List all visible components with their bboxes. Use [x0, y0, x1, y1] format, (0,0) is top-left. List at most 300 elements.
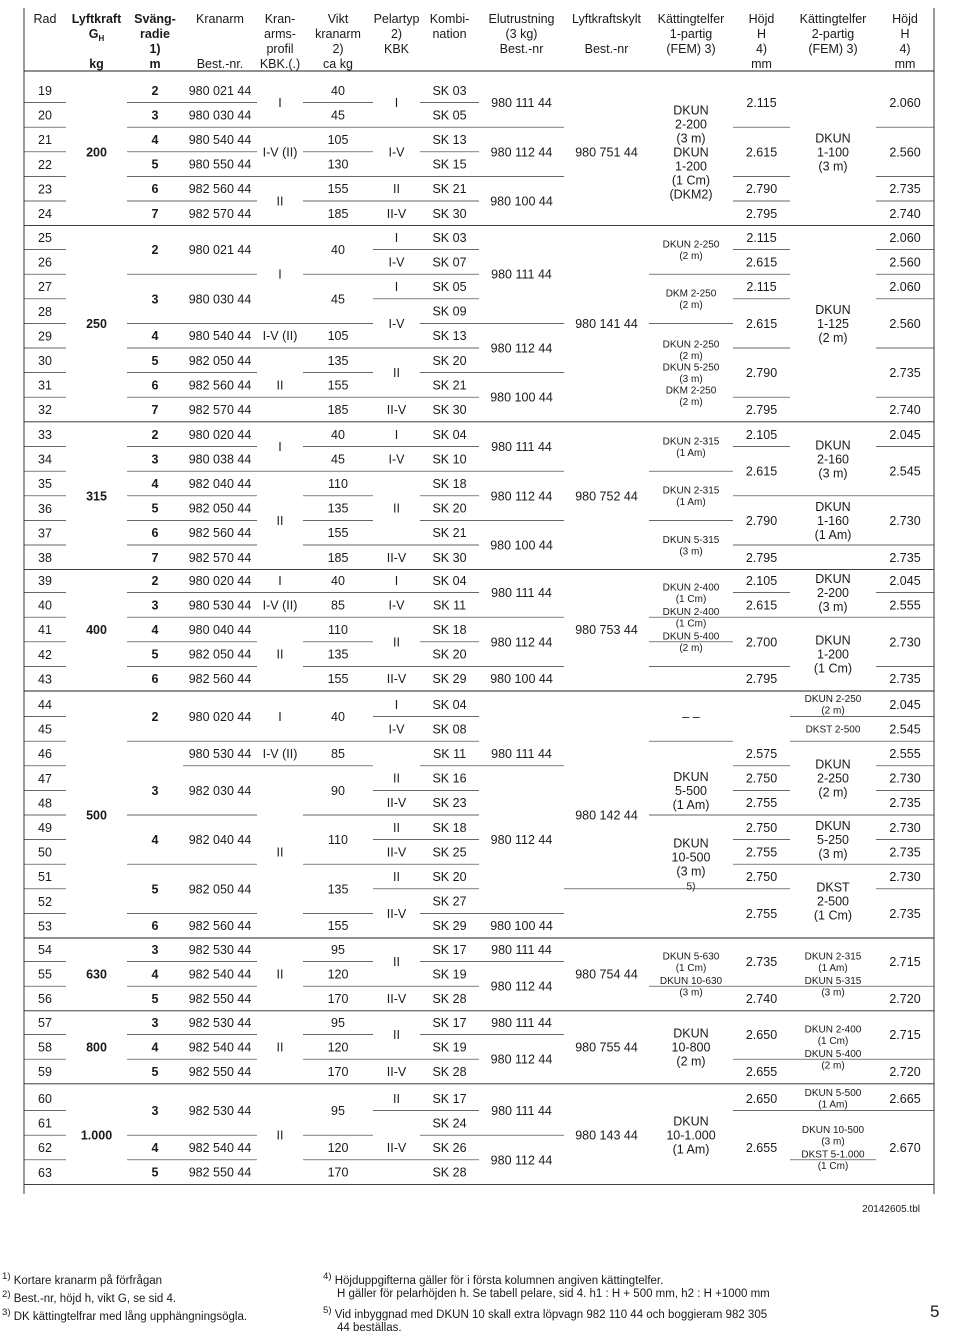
cell-pillar: II-V: [386, 906, 407, 921]
cell-height1: 2.755: [745, 845, 778, 860]
cell-combination: SK 15: [432, 157, 467, 172]
row-number: 25: [38, 231, 52, 245]
cell-height2: 2.045: [889, 573, 921, 588]
header-capacity-line: kg: [89, 57, 104, 71]
cell-hoist2: DKUN: [815, 131, 851, 146]
row-number: 43: [38, 672, 52, 687]
cell-height1: 2.750: [745, 820, 778, 835]
cell-combination: SK 13: [432, 133, 467, 147]
row-number: 44: [38, 698, 52, 712]
cell-height2: 2.060: [889, 96, 921, 111]
cell-combination: SK 07: [432, 255, 467, 270]
cell-hoist1: 10-800: [671, 1040, 711, 1055]
header-pillar-line: 2): [390, 27, 403, 41]
cell-hoist1: DKUN: [673, 769, 709, 784]
cell-hoist1: DKM 2-250: [665, 385, 717, 397]
cell-hoist2: (2 m): [821, 1060, 845, 1072]
cell-combination: SK 18: [432, 623, 467, 637]
cell-hoist1: DKUN 10-630: [659, 976, 723, 988]
row-number: 59: [38, 1065, 52, 1080]
cell-hoist1: (1 Cm): [671, 173, 711, 188]
cell-hoist2: (3 m): [821, 987, 845, 999]
cell-radius: 5: [151, 157, 159, 172]
cell-electrical: 980 111 44: [491, 942, 552, 957]
cell-hoist2: DKUN 5-400: [804, 1049, 862, 1061]
cell-hoist2: (1 Cm): [813, 908, 853, 923]
cell-hoist2: (2 m): [821, 705, 845, 717]
cell-radius: 3: [151, 292, 159, 307]
cell-combination: SK 17: [432, 1091, 467, 1106]
cell-arm-nr: 980 530 44: [188, 598, 252, 613]
cell-height1: 2.615: [745, 255, 778, 270]
footnote-5-cont: 44 beställas.: [337, 1321, 402, 1334]
cell-height1: 2.655: [745, 1141, 778, 1155]
cell-arm-nr: 982 530 44: [188, 1104, 252, 1119]
cell-hoist2: 2-500: [817, 894, 849, 909]
cell-hoist1: (1 Am): [672, 797, 710, 812]
cell-weight: 155: [327, 526, 349, 541]
cell-weight: 155: [327, 182, 349, 197]
cell-radius: 6: [151, 919, 159, 934]
table-group: [24, 1016, 934, 1084]
cell-combination: SK 20: [432, 870, 467, 884]
cell-combination: SK 16: [432, 771, 467, 786]
cell-profile: I: [278, 96, 282, 111]
cell-height1: 2.755: [745, 796, 778, 811]
cell-combination: SK 04: [432, 697, 467, 712]
cell-hoist1: 5-500: [675, 783, 707, 798]
cell-hoist2: (3 m): [818, 466, 848, 481]
row-number: 47: [38, 771, 52, 786]
cell-arm-nr: 980 030 44: [188, 292, 252, 307]
row-number: 63: [38, 1165, 52, 1180]
cell-height2: 2.720: [889, 992, 921, 1006]
cell-sign: 980 143 44: [575, 1128, 638, 1143]
cell-profile: II: [276, 967, 284, 982]
cell-hoist2: (2 m): [818, 330, 848, 345]
row-number: 20: [38, 108, 52, 123]
footnote-3: $^{3)}$ DK kättingtelfrar med lång upphängningsögla.: [2, 1306, 248, 1323]
cell-pillar: II: [393, 501, 400, 516]
cell-pillar: II: [393, 1028, 400, 1043]
cell-profile: I: [278, 440, 282, 455]
cell-arm-nr: 980 020 44: [188, 710, 252, 725]
header-electrical-line: Elutrustning: [488, 12, 555, 26]
cell-height1: 2.115: [746, 230, 777, 245]
row-number: 53: [38, 919, 52, 934]
cell-weight: 40: [331, 710, 345, 725]
cell-height2: 2.735: [889, 906, 921, 921]
cell-weight: 130: [327, 157, 349, 172]
cell-arm-nr: 980 550 44: [188, 157, 252, 172]
cell-pillar: I-V: [388, 722, 405, 737]
row-number: 27: [38, 280, 52, 295]
cell-hoist1: – –: [682, 710, 700, 725]
cell-arm-nr: 980 021 44: [188, 83, 252, 98]
cell-height2: 2.735: [889, 366, 921, 381]
cell-capacity: 250: [86, 316, 107, 331]
cell-pillar: I: [394, 230, 399, 245]
header-weight-line: ca kg: [323, 57, 353, 71]
header-profile-line: profil: [266, 42, 294, 56]
cell-hoist1: 10-1.000: [666, 1128, 716, 1143]
cell-radius: 4: [151, 623, 159, 637]
header-pillar-line: Pelartyp: [373, 12, 420, 26]
cell-height2: 2.560: [889, 145, 921, 160]
cell-electrical: 980 112 44: [490, 833, 553, 848]
cell-height2: 2.730: [889, 870, 921, 884]
cell-height1: 2.740: [745, 992, 778, 1006]
cell-combination: SK 17: [432, 1015, 467, 1030]
cell-hoist2: 2-160: [817, 452, 849, 467]
cell-hoist2: 1-160: [817, 513, 849, 528]
cell-radius: 4: [151, 833, 159, 848]
cell-combination: SK 20: [432, 353, 467, 368]
row-number: 34: [38, 452, 52, 467]
cell-weight: 95: [331, 942, 345, 957]
cell-hoist2: DKST: [816, 880, 850, 895]
cell-pillar: II-V: [386, 672, 407, 687]
cell-weight: 185: [327, 206, 349, 221]
cell-radius: 6: [151, 378, 159, 393]
cell-sign: 980 751 44: [575, 145, 638, 160]
cell-combination: SK 05: [432, 108, 467, 123]
cell-electrical: 980 100 44: [490, 672, 553, 687]
header-capacity-line: Lyftkraft: [71, 12, 122, 26]
cell-hoist2: DKUN 2-315: [804, 951, 862, 963]
cell-arm-nr: 980 038 44: [188, 452, 252, 467]
cell-pillar: II-V: [386, 992, 407, 1006]
cell-radius: 6: [151, 672, 159, 687]
cell-combination: SK 04: [432, 573, 467, 588]
cell-hoist2: DKUN 5-500: [804, 1088, 862, 1100]
cell-arm-nr: 982 050 44: [188, 647, 252, 662]
cell-combination: SK 30: [432, 550, 467, 565]
cell-pillar: I-V: [388, 316, 405, 331]
header-profile-line: arms-: [264, 27, 296, 41]
cell-hoist2: DKUN 5-315: [804, 976, 862, 988]
cell-height2: 2.735: [889, 672, 921, 687]
cell-arm-nr: 980 540 44: [188, 133, 252, 147]
cell-height2: 2.720: [889, 1065, 921, 1079]
cell-height1: 2.650: [745, 1028, 778, 1043]
cell-pillar: II-V: [386, 206, 407, 221]
cell-arm-nr: 982 530 44: [188, 1015, 252, 1030]
cell-arm-nr: 982 570 44: [188, 206, 252, 221]
cell-height2: 2.735: [889, 796, 921, 811]
cell-weight: 45: [331, 452, 345, 467]
cell-profile: II: [276, 378, 284, 393]
header-profile-line: KBK.(.): [259, 57, 301, 71]
cell-arm-nr: 980 020 44: [188, 573, 252, 588]
table-group: [24, 231, 934, 422]
cell-height2: 2.735: [889, 845, 921, 860]
cell-height1: 2.795: [745, 403, 778, 417]
cell-capacity: 400: [86, 623, 107, 637]
cell-profile: II: [276, 1040, 284, 1055]
cell-arm-nr: 980 020 44: [188, 427, 252, 442]
cell-capacity: 500: [86, 808, 107, 823]
cell-radius: 7: [151, 550, 159, 565]
row-number: 45: [38, 722, 52, 737]
table-group: [24, 943, 934, 1011]
cell-height1: 2.615: [745, 598, 778, 613]
cell-height1: 2.735: [745, 955, 778, 970]
cell-pillar: II-V: [386, 796, 407, 811]
cell-combination: SK 03: [432, 83, 467, 98]
cell-weight: 135: [327, 501, 349, 516]
cell-hoist2: 1-200: [817, 647, 849, 662]
cell-height2: 2.730: [889, 771, 921, 786]
footnote-2: $^{2)}$ Best.-nr, höjd h, vikt G, se sid 4.: [2, 1288, 177, 1305]
cell-height1: 2.105: [745, 573, 778, 588]
row-number: 51: [38, 870, 52, 885]
cell-hoist2: (2 m): [818, 785, 848, 800]
cell-height2: 2.555: [889, 598, 921, 613]
cell-hoist2: DKUN: [815, 572, 851, 587]
row-number: 30: [38, 354, 52, 368]
cell-height1: 2.700: [745, 635, 778, 650]
header-hoist2-line: Kättingtelfer: [799, 12, 867, 26]
row-number: 50: [38, 845, 52, 860]
cell-combination: SK 28: [432, 1165, 467, 1180]
cell-hoist1: (2 m): [679, 350, 703, 362]
cell-weight: 110: [328, 833, 348, 848]
header-height2-line: 4): [899, 42, 911, 56]
cell-arm-nr: 982 570 44: [188, 403, 252, 417]
cell-radius: 4: [151, 1040, 159, 1055]
row-number: 61: [38, 1116, 52, 1131]
row-number: 42: [38, 647, 52, 662]
cell-radius: 3: [151, 108, 159, 123]
cell-hoist1: DKUN 2-400: [662, 582, 720, 594]
footnotes-right: [323, 1270, 770, 1335]
cell-hoist2: DKST 5-1.000: [801, 1149, 865, 1161]
cell-capacity: 630: [86, 967, 107, 982]
cell-profile: II: [276, 1128, 284, 1143]
row-number: 39: [38, 574, 52, 588]
cell-hoist1: 10-500: [671, 850, 711, 865]
table-group: [24, 694, 934, 938]
row-number: 33: [38, 428, 52, 442]
cell-height1: 2.655: [745, 1065, 778, 1079]
cell-height1: 2.615: [745, 145, 778, 160]
cell-height1: 2.615: [745, 316, 778, 331]
cell-pillar: II: [393, 955, 400, 970]
cell-combination: SK 08: [432, 722, 467, 737]
cell-electrical: 980 100 44: [490, 194, 553, 209]
cell-height1: 2.115: [746, 96, 777, 111]
cell-hoist1: (2 m): [679, 300, 703, 312]
row-number: 58: [38, 1040, 52, 1055]
cell-electrical: 980 111 44: [491, 586, 552, 601]
row-number: 23: [38, 182, 52, 197]
footnote-4: $^{4)}$ Höjduppgifterna gäller för i första kolumnen angiven kättingtelfer.: [323, 1271, 664, 1287]
cell-hoist1: (3 m): [679, 987, 703, 999]
footnote-5: $^{5)}$ Vid inbyggnad med DKUN 10 skall extra löpvagn 982 110 44 och boggieram 982 305: [323, 1304, 768, 1321]
header-radius-line: Sväng-: [134, 12, 176, 26]
cell-weight: 155: [327, 378, 349, 393]
cell-height2: 2.045: [889, 697, 921, 712]
cell-sign: 980 754 44: [575, 967, 638, 982]
cell-radius: 3: [151, 598, 159, 613]
cell-electrical: 980 111 44: [491, 1104, 552, 1119]
cell-combination: SK 03: [432, 230, 467, 245]
cell-profile: I-V (II): [262, 747, 298, 761]
cell-pillar: I-V: [388, 145, 405, 160]
cell-hoist1: DKUN 5-315: [662, 534, 720, 546]
cell-radius: 5: [151, 882, 159, 897]
cell-hoist1: (3 m): [679, 373, 703, 385]
cell-arm-nr: 982 560 44: [188, 378, 252, 393]
cell-arm-nr: 982 560 44: [188, 672, 252, 687]
cell-arm-nr: 980 021 44: [188, 243, 252, 258]
cell-pillar: II-V: [386, 1141, 407, 1155]
cell-combination: SK 30: [432, 403, 467, 417]
cell-hoist1: DKUN 2-315: [662, 485, 720, 497]
cell-hoist1: (1 Am): [676, 447, 706, 459]
cell-radius: 2: [151, 710, 159, 725]
cell-hoist2: DKST 2-500: [805, 724, 861, 736]
cell-electrical: 980 112 44: [490, 341, 553, 356]
header-hoist2-line: (FEM) 3): [808, 42, 858, 56]
cell-pillar: II-V: [386, 550, 407, 565]
cell-radius: 3: [151, 783, 159, 798]
header-arm-nr-line: Kranarm: [196, 12, 244, 26]
cell-sign: 980 752 44: [575, 489, 638, 504]
cell-hoist1: DKUN 5-400: [662, 631, 720, 643]
cell-weight: 40: [331, 243, 345, 258]
cell-height1: 2.790: [745, 513, 778, 528]
cell-electrical: 980 112 44: [490, 979, 553, 994]
cell-weight: 85: [331, 747, 345, 761]
cell-combination: SK 18: [432, 820, 467, 835]
cell-hoist2: DKUN: [815, 757, 851, 772]
cell-radius: 3: [151, 1104, 159, 1119]
cell-arm-nr: 980 530 44: [188, 747, 252, 761]
cell-height2: 2.740: [889, 206, 921, 221]
cell-height2: 2.060: [889, 280, 921, 294]
header-height2-line: Höjd: [892, 12, 918, 26]
cell-combination: SK 18: [432, 477, 467, 491]
cell-hoist2: (1 Cm): [817, 1161, 849, 1173]
cell-electrical: 980 111 44: [491, 267, 552, 282]
cell-hoist2: 2-200: [817, 586, 849, 601]
cell-hoist2: 1-100: [817, 145, 849, 160]
header-weight-line: Vikt: [327, 12, 349, 26]
header-radius-line: 1): [149, 42, 161, 56]
cell-electrical: 980 111 44: [491, 1015, 552, 1030]
header-height2-line: mm: [894, 57, 916, 71]
cell-height1: 2.795: [745, 550, 778, 565]
header-height1-line: H: [756, 27, 767, 41]
row-number: 35: [38, 477, 52, 492]
cell-sign: 980 142 44: [575, 808, 638, 823]
cell-weight: 120: [327, 1141, 349, 1155]
cell-height2: 2.715: [889, 955, 921, 970]
cell-radius: 7: [151, 206, 159, 221]
cell-height2: 2.735: [889, 182, 921, 197]
cell-hoist2: (3 m): [818, 600, 848, 615]
cell-hoist2: DKUN 10-500: [801, 1125, 865, 1137]
cell-weight: 185: [327, 550, 349, 565]
cell-height2: 2.545: [889, 464, 921, 479]
cell-hoist2: DKUN: [815, 302, 851, 317]
page-number: 5: [930, 1302, 940, 1321]
cell-pillar: II: [393, 870, 400, 884]
cell-hoist2: DKUN: [815, 819, 851, 834]
footnote-1: $^{1)}$ Kortare kranarm på förfrågan: [2, 1271, 163, 1287]
row-number: 21: [38, 133, 52, 148]
cell-arm-nr: 982 040 44: [188, 833, 252, 848]
cell-combination: SK 05: [432, 280, 467, 294]
cell-combination: SK 20: [432, 647, 467, 662]
cell-electrical: 980 112 44: [490, 145, 553, 160]
cell-radius: 6: [151, 182, 159, 197]
header-combination-line: Kombi-: [429, 12, 470, 26]
cell-hoist2: DKUN 2-250: [804, 694, 862, 706]
cell-weight: 95: [331, 1015, 345, 1030]
cell-sign: 980 755 44: [575, 1040, 638, 1055]
cell-radius: 2: [151, 243, 159, 258]
row-number: 40: [38, 598, 52, 613]
cell-hoist1: (1 Cm): [675, 618, 707, 630]
cell-arm-nr: 982 550 44: [188, 1165, 252, 1180]
cell-radius: 2: [151, 83, 159, 98]
cell-combination: SK 19: [432, 967, 467, 982]
cell-electrical: 980 111 44: [491, 96, 552, 111]
cell-radius: 3: [151, 1015, 159, 1030]
cell-hoist1: (1 Cm): [675, 593, 707, 605]
cell-weight: 155: [327, 919, 349, 934]
table-group: [24, 572, 934, 691]
cell-combination: SK 28: [432, 1065, 467, 1079]
cell-pillar: I: [394, 573, 399, 588]
cell-hoist1: (1 Cm): [675, 962, 707, 974]
cell-arm-nr: 980 030 44: [188, 108, 252, 123]
header-weight-line: kranarm: [315, 27, 361, 41]
header-hoist1-line: Kättingtelfer: [657, 12, 725, 26]
header-electrical-line: (3 kg): [505, 27, 538, 41]
cell-hoist1: (2 m): [679, 643, 703, 655]
cell-combination: SK 28: [432, 992, 467, 1006]
cell-height2: 2.735: [889, 550, 921, 565]
cell-combination: SK 24: [432, 1116, 467, 1131]
cell-height1: 2.105: [745, 427, 778, 442]
row-number: 29: [38, 329, 52, 344]
cell-pillar: I: [394, 280, 399, 294]
cell-hoist2: (1 Am): [818, 962, 848, 974]
row-number: 26: [38, 255, 52, 270]
cell-height1: 2.615: [745, 464, 778, 479]
cell-combination: SK 21: [432, 378, 467, 393]
cell-weight: 95: [331, 1104, 345, 1119]
cell-hoist1: (2 m): [676, 1054, 706, 1069]
cell-hoist2: (1 Am): [818, 1099, 848, 1111]
cell-combination: SK 09: [432, 304, 467, 319]
cell-weight: 110: [328, 477, 348, 491]
header-radius-line: radie: [140, 27, 170, 41]
cell-arm-nr: 982 050 44: [188, 501, 252, 516]
cell-weight: 40: [331, 83, 345, 98]
cell-height1: 2.575: [745, 747, 778, 761]
header-combination-line: nation: [432, 27, 467, 41]
cell-combination: SK 11: [432, 747, 467, 761]
cell-hoist1: (DKM2): [669, 187, 713, 202]
header-pillar-line: KBK: [383, 42, 410, 56]
cell-radius: 7: [151, 403, 159, 417]
table-header: [24, 12, 934, 71]
